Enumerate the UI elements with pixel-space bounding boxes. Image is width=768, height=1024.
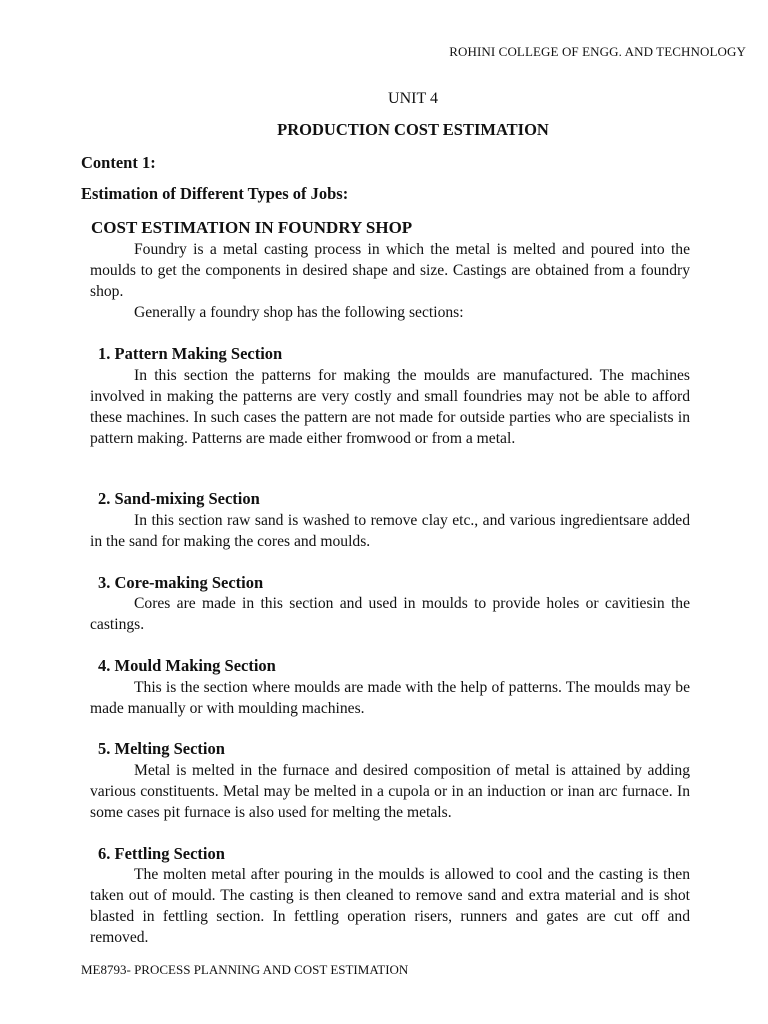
section-body-core-making	[90, 593, 690, 635]
subtitle: Estimation of Different Types of Jobs:	[81, 184, 349, 203]
intro-paragraph-2	[90, 302, 690, 323]
course-footer: ME8793- PROCESS PLANNING AND COST ESTIMATION	[81, 962, 409, 977]
content-label: Content 1:	[81, 153, 156, 172]
section-heading-core-making: 3. Core-making Section	[98, 573, 264, 592]
section-body-fettling	[90, 864, 690, 948]
section-text: Cores are made in this section and used in moulds to provide holes or cavitiesin the castings.	[90, 595, 690, 633]
institution-header: ROHINI COLLEGE OF ENGG. AND TECHNOLOGY	[449, 44, 746, 59]
unit-label: UNIT 4	[388, 90, 438, 107]
main-heading: COST ESTIMATION IN FOUNDRY SHOP	[91, 218, 413, 237]
section-heading-melting: 5. Melting Section	[98, 739, 225, 758]
section-body-melting	[90, 760, 690, 823]
unit-title: PRODUCTION COST ESTIMATION	[277, 120, 549, 139]
section-heading-pattern-making: 1. Pattern Making Section	[98, 344, 283, 363]
section-heading-mould-making: 4. Mould Making Section	[98, 656, 276, 675]
section-text: Metal is melted in the furnace and desired composition of metal is attained by adding various constituents. Metal may be melted in a cupola or in an induction or inan arc furnace. In some cases pit furnace is also used for melting the metals.	[90, 762, 690, 821]
section-heading-sand-mixing: 2. Sand-mixing Section	[98, 489, 260, 508]
section-body-pattern-making	[90, 365, 690, 449]
intro-paragraph	[90, 239, 690, 302]
intro-text: Foundry is a metal casting process in which the metal is melted and poured into the moulds to get the components in desired shape and size. Castings are obtained from a foundry shop.	[90, 241, 690, 300]
section-text: This is the section where moulds are made with the help of patterns. The moulds may be made manually or with moulding machines.	[90, 679, 690, 717]
section-body-mould-making	[90, 677, 690, 719]
section-text: In this section the patterns for making the moulds are manufactured. The machines involved in making the patterns are very costly and small foundries may not be able to afford these machines. In such cases the pattern are not made for outside parties who are specialists in pattern making. Patterns are made either fromwood or from a metal.	[90, 367, 690, 447]
section-heading-fettling: 6. Fettling Section	[98, 844, 225, 863]
intro-text-2: Generally a foundry shop has the following sections:	[134, 304, 464, 321]
section-body-sand-mixing	[90, 510, 690, 552]
section-text: In this section raw sand is washed to remove clay etc., and various ingredientsare added in the sand for making the cores and moulds.	[90, 512, 690, 550]
section-text: The molten metal after pouring in the moulds is allowed to cool and the casting is then taken out of mould. The casting is then cleaned to remove sand and extra material and is shot blasted in fettling section. In fettling operation risers, runners and gates are cut off and removed.	[90, 866, 690, 946]
